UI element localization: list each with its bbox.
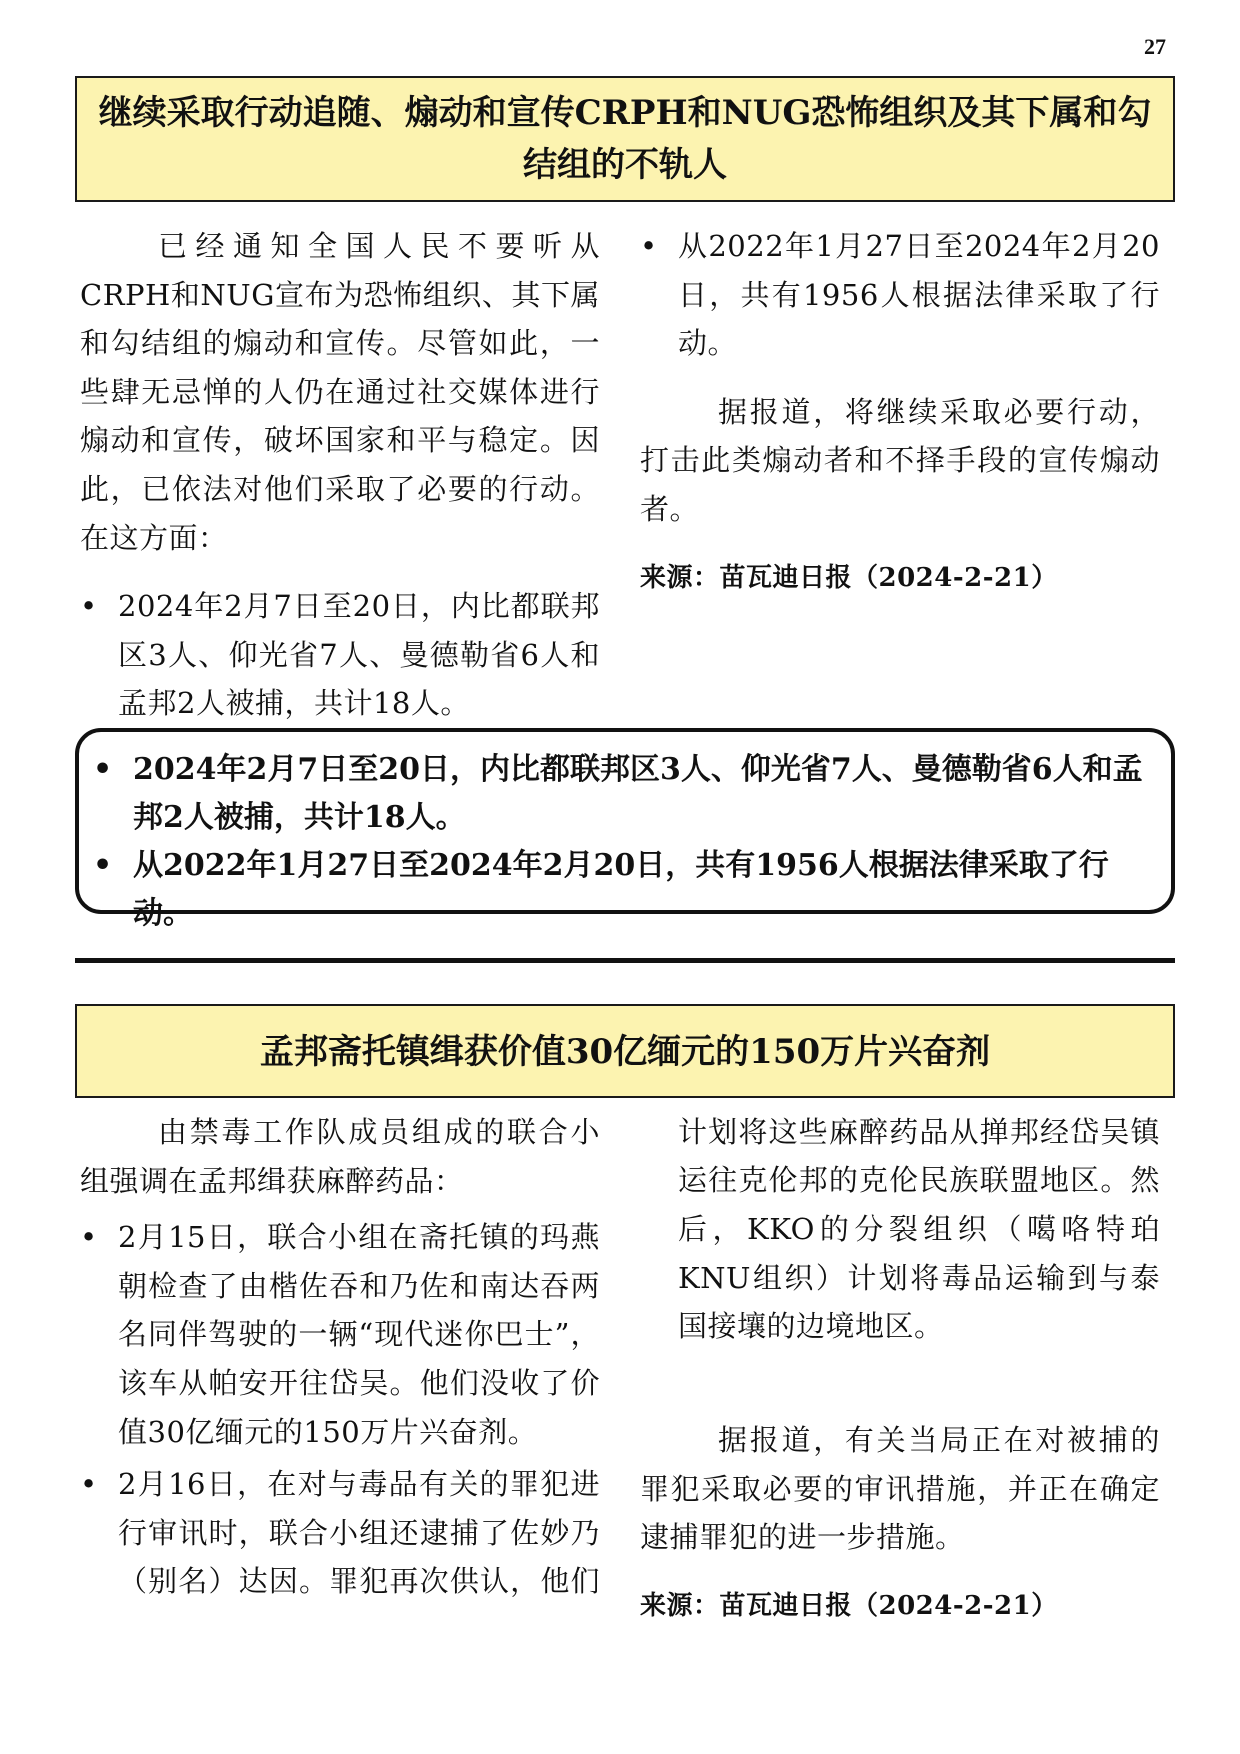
article2-bullet-interrogation [80,1460,600,1606]
highlight-item [93,746,1157,842]
article2-report-paragraph: 据报道，有关当局正在对被捕的罪犯采取必要的审讯措施，并正在确定逮捕罪犯的进一步措施。 [640,1423,1160,1555]
bullet-dot: • [93,848,113,883]
highlight-item-text: 从2022年1月27日至2024年2月20日，共有1956人根据法律采取了行动。 [133,848,1109,931]
article2-intro-paragraph: 由禁毒工作队成员组成的联合小组强调在孟邦缉获麻醉药品： [80,1115,600,1198]
highlight-item [93,842,1157,938]
highlight-item-text: 2024年2月7日至20日，内比都联邦区3人、仰光省7人、曼德勒省6人和孟邦2人被捕，共计18人。 [133,752,1143,835]
article2-source: 来源：苗瓦迪日报（2024-2-21） [640,1590,1058,1621]
article1-report-paragraph: 据报道，将继续采取必要行动，打击此类煽动者和不择手段的宣传煽动者。 [640,394,1160,526]
article2-bullet-seizure-text: 2月15日，联合小组在斋托镇的玛燕朝检查了由楷佐吞和乃佐和南达吞两名同伴驾驶的一辆“现代迷你巴士”，该车从帕安开往岱吴。他们没收了价值30亿缅元的150万片兴奋剂。 [118,1220,600,1449]
article2-right-column [678,1108,1160,1400]
article2-right-lower [640,1416,1160,1630]
article2-bullet-continuation-text: 计划将这些麻醉药品从掸邦经岱吴镇运往克伦邦的克伦民族联盟地区。然后，KKO的分裂组织（噶咯特珀KNU组织）计划将毒品运输到与泰国接壤的边境地区。 [678,1114,1160,1344]
section-divider [75,958,1175,963]
article2-bullet-interrogation-text: 2月16日，在对与毒品有关的罪犯进行审讯时，联合小组还逮捕了佐妙乃（别名）达因。罪犯再次供认，他们 [118,1467,600,1599]
bullet-dot: • [80,589,98,624]
bullet-dot: • [80,1467,98,1502]
article2-bullet-seizure [80,1213,600,1456]
article2-left-column [80,1108,600,1606]
article1-title: 继续采取行动追随、煽动和宣传CRPH和NUG恐怖组织及其下属和勾结组的不轨人 [75,76,1175,202]
page-number: 27 [1144,34,1166,59]
article1-left-column [80,222,600,728]
bullet-dot: • [640,229,658,263]
article1-bullet-actions [640,222,1160,368]
article2-title: 孟邦斋托镇缉获价值30亿缅元的150万片兴奋剂 [75,1004,1175,1098]
bullet-dot: • [80,1220,98,1255]
article1-bullet-arrests-text: 2024年2月7日至20日，内比都联邦区3人、仰光省7人、曼德勒省6人和孟邦2人被捕，共计18人。 [118,589,600,721]
article1-intro-paragraph: 已经通知全国人民不要听从CRPH和NUG宣布为恐怖组织、其下属和勾结组的煽动和宣传。尽管如此，一些肆无忌惮的人仍在通过社交媒体进行煽动和宣传，破坏国家和平与稳定。因此，已依法对他们采取了必要的行动。在这方面： [80,229,600,555]
article1-right-column [640,222,1160,602]
bullet-dot: • [93,752,113,787]
article1-bullet-actions-text: 从2022年1月27日至2024年2月20日，共有1956人根据法律采取了行动。 [678,229,1160,361]
article2-bullet-continuation [678,1108,1160,1400]
article1-source: 来源：苗瓦迪日报（2024-2-21） [640,562,1058,593]
highlight-box [75,728,1175,931]
article1-bullet-arrests [80,582,600,728]
